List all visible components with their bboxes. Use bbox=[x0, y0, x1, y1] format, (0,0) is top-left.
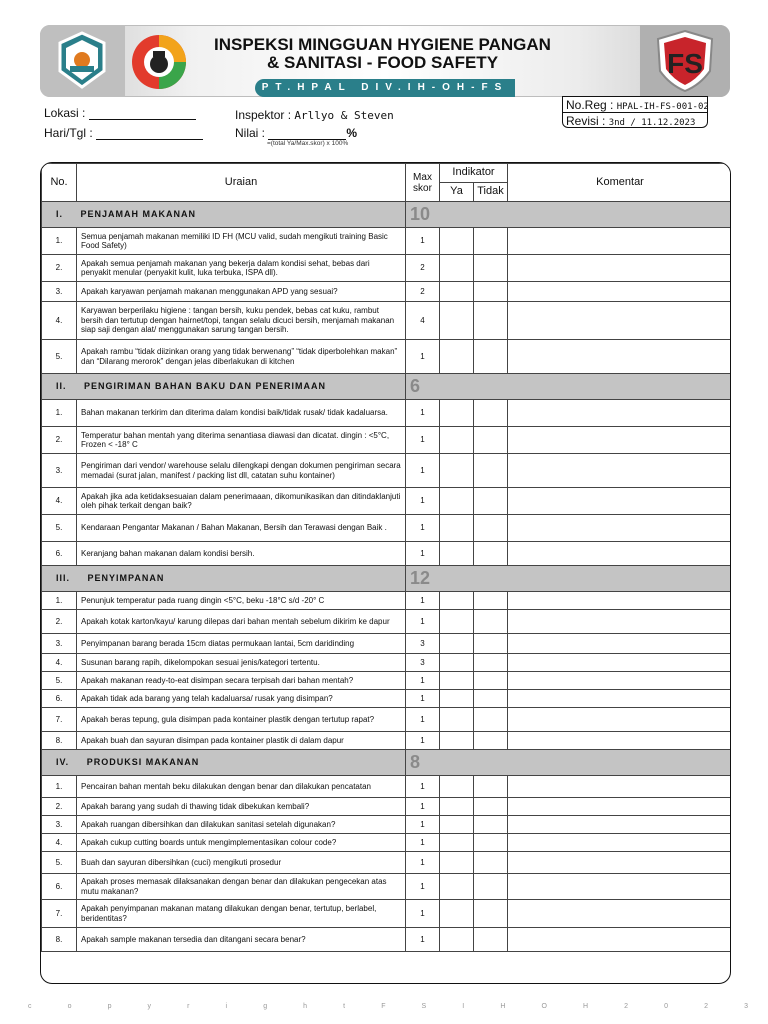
tidak-checkbox-cell[interactable] bbox=[474, 488, 508, 515]
footer-letter: H bbox=[500, 1003, 506, 1010]
tidak-checkbox-cell[interactable] bbox=[474, 255, 508, 282]
komentar-cell[interactable] bbox=[508, 427, 731, 454]
row-max-score: 1 bbox=[406, 852, 440, 874]
row-description: Bahan makanan terkirim dan diterima dalam kondisi baik/tidak rusak/ tidak kadaluarsa. bbox=[77, 400, 406, 427]
footer-letter: r bbox=[187, 1003, 190, 1010]
ya-checkbox-cell[interactable] bbox=[440, 874, 474, 900]
ya-checkbox-cell[interactable] bbox=[440, 834, 474, 852]
ya-checkbox-cell[interactable] bbox=[440, 488, 474, 515]
row-max-score: 1 bbox=[406, 592, 440, 610]
ya-checkbox-cell[interactable] bbox=[440, 592, 474, 610]
komentar-cell[interactable] bbox=[508, 798, 731, 816]
row-number: 5. bbox=[42, 852, 77, 874]
ya-checkbox-cell[interactable] bbox=[440, 852, 474, 874]
row-description: Karyawan berperilaku higiene : tangan bersih, kuku pendek, bebas cat kuku, rambut bersih dan tertutup dengan hairnet/topi, tangan selalu dicuci bersih, menjamah makanan siap saji dengan alat/ menggunakan sarung tangan bersih. bbox=[77, 302, 406, 340]
tidak-checkbox-cell[interactable] bbox=[474, 282, 508, 302]
footer-letter: t bbox=[343, 1003, 346, 1010]
section-number: I. bbox=[56, 208, 64, 219]
table-row bbox=[42, 542, 732, 566]
row-max-score: 1 bbox=[406, 690, 440, 708]
footer-letter: i bbox=[225, 1003, 228, 1010]
row-number: 1. bbox=[42, 400, 77, 427]
row-number: 1. bbox=[42, 228, 77, 255]
komentar-cell[interactable] bbox=[508, 928, 731, 952]
tidak-checkbox-cell[interactable] bbox=[474, 874, 508, 900]
row-number: 6. bbox=[42, 690, 77, 708]
ya-checkbox-cell[interactable] bbox=[440, 282, 474, 302]
row-number: 4. bbox=[42, 834, 77, 852]
row-number: 8. bbox=[42, 928, 77, 952]
row-description: Apakah tidak ada barang yang telah kadaluarsa/ rusak yang disimpan? bbox=[77, 690, 406, 708]
ya-checkbox-cell[interactable] bbox=[440, 340, 474, 374]
row-description: Apakah kotak karton/kayu/ karung dilepas dari bahan mentah sebelum dikirim ke dapur bbox=[77, 610, 406, 634]
table-row bbox=[42, 798, 732, 816]
registration-box bbox=[562, 96, 708, 128]
row-description: Buah dan sayuran dibersihkan (cuci) mengikuti prosedur bbox=[77, 852, 406, 874]
komentar-cell[interactable] bbox=[508, 488, 731, 515]
row-description: Apakah beras tepung, gula disimpan pada kontainer plastik dengan tertutup rapat? bbox=[77, 708, 406, 732]
row-description: Apakah semua penjamah makanan yang bekerja dalam kondisi sehat, bebas dari penyakit menular (penyakit kulit, luka terbuka, ISPA dll). bbox=[77, 255, 406, 282]
komentar-cell[interactable] bbox=[508, 515, 731, 542]
row-number: 3. bbox=[42, 282, 77, 302]
row-max-score: 1 bbox=[406, 542, 440, 566]
komentar-cell[interactable] bbox=[508, 282, 731, 302]
tidak-checkbox-cell[interactable] bbox=[474, 900, 508, 928]
section-number: II. bbox=[56, 380, 67, 391]
footer-letter: I bbox=[462, 1003, 465, 1010]
row-max-score: 1 bbox=[406, 798, 440, 816]
row-description: Penunjuk temperatur pada ruang dingin <5°C, beku -18°C s/d -20° C bbox=[77, 592, 406, 610]
table-row bbox=[42, 515, 732, 542]
section-score: 6 bbox=[406, 374, 732, 400]
komentar-cell[interactable] bbox=[508, 654, 731, 672]
footer-letter: 0 bbox=[664, 1003, 669, 1010]
table-row bbox=[42, 228, 732, 255]
tidak-checkbox-cell[interactable] bbox=[474, 427, 508, 454]
row-number: 5. bbox=[42, 672, 77, 690]
section-score: 12 bbox=[406, 566, 732, 592]
row-number: 4. bbox=[42, 302, 77, 340]
row-number: 6. bbox=[42, 542, 77, 566]
row-description: Temperatur bahan mentah yang diterima senantiasa diawasi dan dicatat. dingin : <5°C, Frozen < -18° C bbox=[77, 427, 406, 454]
tidak-checkbox-cell[interactable] bbox=[474, 302, 508, 340]
table-row bbox=[42, 610, 732, 634]
ya-checkbox-cell[interactable] bbox=[440, 634, 474, 654]
ya-checkbox-cell[interactable] bbox=[440, 427, 474, 454]
page-title bbox=[190, 36, 575, 72]
komentar-cell[interactable] bbox=[508, 634, 731, 654]
col-max-skor: Max skor bbox=[406, 164, 440, 202]
section-name: PENGIRIMAN BAHAN BAKU DAN PENERIMAAN bbox=[84, 380, 327, 391]
fs-logo bbox=[640, 25, 730, 97]
col-ya: Ya bbox=[440, 183, 474, 202]
ya-checkbox-cell[interactable] bbox=[440, 816, 474, 834]
section-score: 10 bbox=[406, 202, 732, 228]
table-row bbox=[42, 900, 732, 928]
ya-checkbox-cell[interactable] bbox=[440, 708, 474, 732]
table-row bbox=[42, 874, 732, 900]
row-max-score: 1 bbox=[406, 708, 440, 732]
table-row bbox=[42, 282, 732, 302]
section-name: PENYIMPANAN bbox=[87, 572, 165, 583]
tidak-checkbox-cell[interactable] bbox=[474, 776, 508, 798]
tidak-checkbox-cell[interactable] bbox=[474, 542, 508, 566]
row-max-score: 1 bbox=[406, 610, 440, 634]
row-number: 4. bbox=[42, 488, 77, 515]
nilai-line[interactable] bbox=[268, 127, 346, 140]
table-row bbox=[42, 816, 732, 834]
inspektor-label: Inspektor : bbox=[235, 108, 292, 122]
row-number: 8. bbox=[42, 732, 77, 750]
row-number: 2. bbox=[42, 610, 77, 634]
nilai-field[interactable] bbox=[235, 126, 357, 140]
section-row bbox=[42, 566, 732, 592]
row-description: Susunan barang rapih, dikelompokan sesuai jenis/kategori tertentu. bbox=[77, 654, 406, 672]
tidak-checkbox-cell[interactable] bbox=[474, 654, 508, 672]
row-max-score: 1 bbox=[406, 928, 440, 952]
row-description: Apakah proses memasak dilaksanakan dengan benar dan dilakukan pengecekan atas mutu makanan? bbox=[77, 874, 406, 900]
copyright-footer bbox=[28, 1003, 748, 1010]
footer-letter: c bbox=[28, 1003, 32, 1010]
tidak-checkbox-cell[interactable] bbox=[474, 852, 508, 874]
section-number: IV. bbox=[56, 756, 70, 767]
row-max-score: 1 bbox=[406, 454, 440, 488]
ya-checkbox-cell[interactable] bbox=[440, 732, 474, 750]
section-title bbox=[42, 750, 406, 776]
komentar-cell[interactable] bbox=[508, 454, 731, 488]
row-max-score: 3 bbox=[406, 654, 440, 672]
row-max-score: 1 bbox=[406, 228, 440, 255]
row-description: Apakah buah dan sayuran disimpan pada kontainer plastik di dalam dapur bbox=[77, 732, 406, 750]
revisi-row bbox=[563, 113, 707, 129]
footer-letter: g bbox=[263, 1003, 268, 1010]
table-row bbox=[42, 454, 732, 488]
ya-checkbox-cell[interactable] bbox=[440, 255, 474, 282]
section-name: PRODUKSI MAKANAN bbox=[86, 756, 200, 767]
table-row bbox=[42, 672, 732, 690]
table-row bbox=[42, 255, 732, 282]
row-max-score: 1 bbox=[406, 776, 440, 798]
footer-letter: 3 bbox=[744, 1003, 748, 1010]
footer-letter: H bbox=[583, 1003, 589, 1010]
tidak-checkbox-cell[interactable] bbox=[474, 798, 508, 816]
table-row bbox=[42, 654, 732, 672]
row-description: Apakah makanan ready-to-eat disimpan secara terpisah dari bahan mentah? bbox=[77, 672, 406, 690]
row-number: 6. bbox=[42, 874, 77, 900]
row-number: 3. bbox=[42, 634, 77, 654]
nilai-unit: % bbox=[346, 126, 358, 140]
table-row bbox=[42, 592, 732, 610]
tidak-checkbox-cell[interactable] bbox=[474, 928, 508, 952]
row-number: 5. bbox=[42, 340, 77, 374]
revisi-value: 3nd / 11.12.2023 bbox=[608, 118, 696, 128]
ya-checkbox-cell[interactable] bbox=[440, 776, 474, 798]
footer-letter: S bbox=[421, 1003, 427, 1010]
komentar-cell[interactable] bbox=[508, 834, 731, 852]
tidak-checkbox-cell[interactable] bbox=[474, 340, 508, 374]
footer-letter: F bbox=[381, 1003, 386, 1010]
komentar-cell[interactable] bbox=[508, 852, 731, 874]
tidak-checkbox-cell[interactable] bbox=[474, 634, 508, 654]
komentar-cell[interactable] bbox=[508, 672, 731, 690]
row-max-score: 2 bbox=[406, 282, 440, 302]
footer-letter: y bbox=[147, 1003, 152, 1010]
ya-checkbox-cell[interactable] bbox=[440, 654, 474, 672]
table-row bbox=[42, 488, 732, 515]
row-max-score: 1 bbox=[406, 340, 440, 374]
komentar-cell[interactable] bbox=[508, 302, 731, 340]
row-max-score: 1 bbox=[406, 834, 440, 852]
row-number: 1. bbox=[42, 592, 77, 610]
ya-checkbox-cell[interactable] bbox=[440, 228, 474, 255]
row-description: Apakah rambu “tidak diizinkan orang yang tidak berwenang” “tidak diperbolehkan makan” dan “Dilarang merorok” dengan jelas diberlakukan di kitchen bbox=[77, 340, 406, 374]
section-number: III. bbox=[56, 572, 71, 583]
row-number: 1. bbox=[42, 776, 77, 798]
row-max-score: 1 bbox=[406, 672, 440, 690]
section-row bbox=[42, 750, 732, 776]
row-max-score: 1 bbox=[406, 488, 440, 515]
table-row bbox=[42, 732, 732, 750]
komentar-cell[interactable] bbox=[508, 592, 731, 610]
komentar-cell[interactable] bbox=[508, 732, 731, 750]
komentar-cell[interactable] bbox=[508, 708, 731, 732]
tidak-checkbox-cell[interactable] bbox=[474, 672, 508, 690]
komentar-cell[interactable] bbox=[508, 542, 731, 566]
tidak-checkbox-cell[interactable] bbox=[474, 816, 508, 834]
komentar-cell[interactable] bbox=[508, 400, 731, 427]
row-description: Kendaraan Pengantar Makanan / Bahan Makanan, Bersih dan Terawasi dengan Baik . bbox=[77, 515, 406, 542]
lokasi-field[interactable] bbox=[44, 106, 196, 120]
row-number: 2. bbox=[42, 255, 77, 282]
col-indikator: Indikator bbox=[440, 164, 508, 183]
title-line-2: & SANITASI - FOOD SAFETY bbox=[266, 53, 499, 72]
tidak-checkbox-cell[interactable] bbox=[474, 690, 508, 708]
row-description: Penyimpanan barang berada 15cm diatas permukaan lantai, 5cm daridinding bbox=[77, 634, 406, 654]
svg-text:FS: FS bbox=[667, 48, 703, 79]
table-row bbox=[42, 928, 732, 952]
komentar-cell[interactable] bbox=[508, 228, 731, 255]
komentar-cell[interactable] bbox=[508, 776, 731, 798]
komentar-cell[interactable] bbox=[508, 900, 731, 928]
col-uraian: Uraian bbox=[77, 164, 406, 202]
company-bar: PT.HPAL DIV.IH-OH-FS bbox=[255, 79, 515, 97]
table-row bbox=[42, 852, 732, 874]
row-max-score: 1 bbox=[406, 816, 440, 834]
row-max-score: 1 bbox=[406, 900, 440, 928]
ya-checkbox-cell[interactable] bbox=[440, 400, 474, 427]
tidak-checkbox-cell[interactable] bbox=[474, 834, 508, 852]
ya-checkbox-cell[interactable] bbox=[440, 672, 474, 690]
table-row bbox=[42, 708, 732, 732]
table-row bbox=[42, 302, 732, 340]
tidak-checkbox-cell[interactable] bbox=[474, 454, 508, 488]
haritgl-line[interactable] bbox=[96, 127, 203, 140]
row-description: Pencairan bahan mentah beku dilakukan dengan benar dan dilakukan pencatatan bbox=[77, 776, 406, 798]
inspektor-value: Arllyo & Steven bbox=[294, 109, 394, 122]
lokasi-line[interactable] bbox=[89, 107, 196, 120]
tidak-checkbox-cell[interactable] bbox=[474, 400, 508, 427]
col-komentar: Komentar bbox=[508, 164, 731, 202]
row-description: Apakah ruangan dibersihkan dan dilakukan sanitasi setelah digunakan? bbox=[77, 816, 406, 834]
ya-checkbox-cell[interactable] bbox=[440, 302, 474, 340]
tidak-checkbox-cell[interactable] bbox=[474, 515, 508, 542]
row-number: 2. bbox=[42, 427, 77, 454]
inspection-table bbox=[40, 162, 731, 984]
komentar-cell[interactable] bbox=[508, 816, 731, 834]
footer-letter: O bbox=[541, 1003, 547, 1010]
noreg-value: HPAL-IH-FS-001-02 bbox=[616, 102, 709, 112]
row-description: Apakah sample makanan tersedia dan ditangani secara benar? bbox=[77, 928, 406, 952]
row-max-score: 2 bbox=[406, 255, 440, 282]
row-description: Apakah karyawan penjamah makanan menggunakan APD yang sesuai? bbox=[77, 282, 406, 302]
komentar-cell[interactable] bbox=[508, 340, 731, 374]
row-description: Apakah jika ada ketidaksesuaian dalam penerimaaan, dikomunikasikan dan ditindaklanjuti oleh pihak terkait dengan baik? bbox=[77, 488, 406, 515]
section-score: 8 bbox=[406, 750, 732, 776]
col-no: No. bbox=[42, 164, 77, 202]
section-row bbox=[42, 374, 732, 400]
row-max-score: 1 bbox=[406, 427, 440, 454]
row-number: 3. bbox=[42, 816, 77, 834]
komentar-cell[interactable] bbox=[508, 610, 731, 634]
row-max-score: 3 bbox=[406, 634, 440, 654]
ya-checkbox-cell[interactable] bbox=[440, 900, 474, 928]
ya-checkbox-cell[interactable] bbox=[440, 542, 474, 566]
row-number: 7. bbox=[42, 708, 77, 732]
section-title bbox=[42, 566, 406, 592]
komentar-cell[interactable] bbox=[508, 255, 731, 282]
tidak-checkbox-cell[interactable] bbox=[474, 610, 508, 634]
food-safety-emblem bbox=[130, 33, 188, 91]
noreg-label: No.Reg : bbox=[566, 98, 614, 112]
table-row bbox=[42, 427, 732, 454]
row-number: 2. bbox=[42, 798, 77, 816]
section-title bbox=[42, 374, 406, 400]
fs-shield-icon bbox=[640, 25, 730, 97]
row-max-score: 1 bbox=[406, 400, 440, 427]
footer-letter: h bbox=[303, 1003, 308, 1010]
table-row bbox=[42, 634, 732, 654]
row-max-score: 1 bbox=[406, 732, 440, 750]
tidak-checkbox-cell[interactable] bbox=[474, 592, 508, 610]
row-description: Apakah barang yang sudah di thawing tidak dibekukan kembali? bbox=[77, 798, 406, 816]
table-row bbox=[42, 400, 732, 427]
row-description: Keranjang bahan makanan dalam kondisi bersih. bbox=[77, 542, 406, 566]
table-row bbox=[42, 340, 732, 374]
section-row bbox=[42, 202, 732, 228]
row-number: 4. bbox=[42, 654, 77, 672]
footer-letter: 2 bbox=[624, 1003, 629, 1010]
row-max-score: 1 bbox=[406, 515, 440, 542]
ya-checkbox-cell[interactable] bbox=[440, 690, 474, 708]
row-max-score: 1 bbox=[406, 874, 440, 900]
ya-checkbox-cell[interactable] bbox=[440, 928, 474, 952]
section-title bbox=[42, 202, 406, 228]
ya-checkbox-cell[interactable] bbox=[440, 515, 474, 542]
row-max-score: 4 bbox=[406, 302, 440, 340]
footer-letter: 2 bbox=[704, 1003, 709, 1010]
ya-checkbox-cell[interactable] bbox=[440, 454, 474, 488]
row-number: 7. bbox=[42, 900, 77, 928]
row-description: Pengiriman dari vendor/ warehouse selalu dilengkapi dengan dokumen pengiriman secara memadai (surat jalan, manifest / packing list dll, catatan suhu kontainer) bbox=[77, 454, 406, 488]
komentar-cell[interactable] bbox=[508, 690, 731, 708]
ya-checkbox-cell[interactable] bbox=[440, 798, 474, 816]
haritgl-label: Hari/Tgl : bbox=[44, 126, 93, 140]
tidak-checkbox-cell[interactable] bbox=[474, 228, 508, 255]
row-number: 5. bbox=[42, 515, 77, 542]
company-logo bbox=[40, 25, 125, 97]
table-row bbox=[42, 690, 732, 708]
ya-checkbox-cell[interactable] bbox=[440, 610, 474, 634]
komentar-cell[interactable] bbox=[508, 874, 731, 900]
table-row bbox=[42, 834, 732, 852]
tidak-checkbox-cell[interactable] bbox=[474, 708, 508, 732]
footer-letter: p bbox=[107, 1003, 112, 1010]
noreg-row bbox=[563, 97, 707, 113]
col-tidak: Tidak bbox=[474, 183, 508, 202]
haritgl-field[interactable] bbox=[44, 126, 203, 140]
revisi-label: Revisi : bbox=[566, 114, 606, 128]
chef-emblem-icon bbox=[130, 33, 188, 91]
title-line-1: INSPEKSI MINGGUAN HYGIENE PANGAN bbox=[214, 35, 551, 54]
tidak-checkbox-cell[interactable] bbox=[474, 732, 508, 750]
table-row bbox=[42, 776, 732, 798]
section-name: PENJAMAH MAKANAN bbox=[80, 208, 197, 219]
inspektor-field[interactable] bbox=[235, 108, 394, 122]
nilai-label: Nilai : bbox=[235, 126, 266, 140]
nilai-formula: =(total Ya/Max.skor) x 100% bbox=[267, 140, 349, 147]
row-description: Semua penjamah makanan memiliki ID FH (MCU valid, sudah mengikuti training Basic Food Safety) bbox=[77, 228, 406, 255]
row-description: Apakah cukup cutting boards untuk mengimplementasikan colour code? bbox=[77, 834, 406, 852]
lokasi-label: Lokasi : bbox=[44, 106, 86, 120]
shield-logo-icon bbox=[40, 25, 125, 97]
footer-letter: o bbox=[67, 1003, 72, 1010]
row-description: Apakah penyimpanan makanan matang dilakukan dengan benar, tertutup, berlabel, beridentitas? bbox=[77, 900, 406, 928]
row-number: 3. bbox=[42, 454, 77, 488]
